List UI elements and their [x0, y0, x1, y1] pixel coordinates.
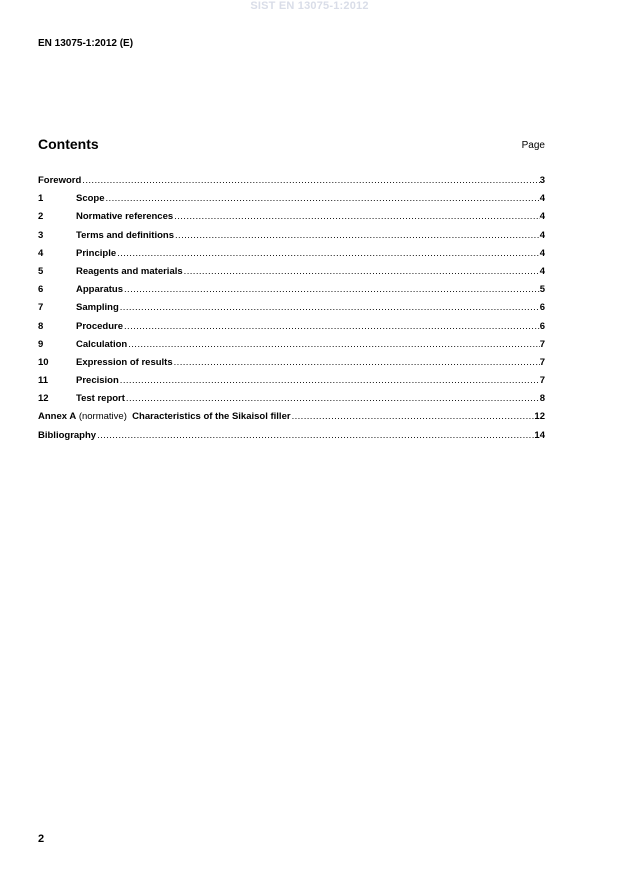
toc-entry-number: 6: [38, 284, 44, 296]
toc-entry-principle[interactable]: [38, 245, 545, 263]
toc-leader: [124, 318, 540, 336]
toc-leader: [82, 172, 539, 190]
page-column-heading: Page: [521, 140, 545, 151]
toc-leader: [126, 390, 540, 408]
toc-leader: [184, 263, 540, 281]
toc-leader: [174, 354, 540, 372]
toc-annex-title: Characteristics of the Sikaisol filler: [132, 411, 291, 423]
toc-leader: [124, 281, 540, 299]
toc-entry-normative-references[interactable]: [38, 208, 545, 226]
toc-annex-qualifier: (normative): [78, 411, 127, 423]
toc-entry-page: 7: [539, 356, 545, 368]
toc-entry-title: Reagents and materials: [76, 265, 183, 277]
toc-entry-page: 8: [539, 393, 545, 405]
toc-leader: [128, 336, 540, 354]
toc-entry-title: Procedure: [76, 320, 123, 332]
toc-entry-bibliography[interactable]: [38, 427, 545, 445]
toc-entry-page: 7: [539, 375, 545, 387]
toc-entry-page: 12: [534, 411, 545, 423]
toc-entry-number: 7: [38, 302, 44, 314]
toc-entry-title: Scope: [76, 193, 105, 205]
toc-entry-procedure[interactable]: [38, 318, 545, 336]
toc-annex-label: Annex A: [38, 411, 77, 423]
toc-entry-page: 4: [539, 247, 545, 259]
toc-entry-scope[interactable]: [38, 190, 545, 208]
toc-entry-title: Test report: [76, 393, 125, 405]
watermark: SIST EN 13075-1:2012: [250, 0, 369, 12]
toc-leader: [97, 427, 534, 445]
toc-entry-number: 9: [38, 338, 44, 350]
toc-leader: [106, 190, 540, 208]
toc-entry-number: 11: [38, 375, 49, 387]
toc-entry-test-report[interactable]: [38, 390, 545, 408]
toc-entry-foreword[interactable]: [38, 172, 545, 190]
toc-entry-page: 14: [534, 429, 545, 441]
toc-entry-expression-of-results[interactable]: [38, 354, 545, 372]
toc-entry-page: 4: [539, 265, 545, 277]
toc-entry-calculation[interactable]: [38, 336, 545, 354]
toc-entry-page: 7: [539, 338, 545, 350]
toc-leader: [120, 299, 540, 317]
toc-entry-apparatus[interactable]: [38, 281, 545, 299]
toc-leader: [117, 245, 540, 263]
toc-entry-number: 10: [38, 356, 49, 368]
page-number: 2: [38, 833, 45, 845]
toc-entry-page: 4: [539, 193, 545, 205]
toc-entry-number: 1: [38, 193, 44, 205]
toc-entry-number: 8: [38, 320, 44, 332]
toc-entry-page: 4: [539, 211, 545, 223]
toc-entry-number: 3: [38, 229, 44, 241]
toc-entry-reagents-and-materials[interactable]: [38, 263, 545, 281]
toc-entry-title: Terms and definitions: [76, 229, 175, 241]
toc-entry-title: Expression of results: [76, 356, 173, 368]
toc-leader: [174, 208, 540, 226]
toc-entry-page: 5: [539, 284, 545, 296]
toc-entry-number: 12: [38, 393, 49, 405]
toc-entry-annex-a[interactable]: [38, 408, 545, 426]
table-of-contents: [38, 172, 545, 445]
toc-entry-number: 5: [38, 265, 44, 277]
toc-entry-terms-and-definitions[interactable]: [38, 227, 545, 245]
toc-leader: [292, 408, 535, 426]
toc-entry-number: 4: [38, 247, 44, 259]
toc-entry-page: 4: [539, 229, 545, 241]
toc-entry-number: 2: [38, 211, 44, 223]
toc-leader: [175, 227, 540, 245]
contents-heading: Contents: [38, 136, 99, 152]
toc-entry-page: 6: [539, 302, 545, 314]
toc-entry-title: Principle: [76, 247, 117, 259]
toc-entry-page: 6: [539, 320, 545, 332]
toc-entry-sampling[interactable]: [38, 299, 545, 317]
document-id: EN 13075-1:2012 (E): [38, 38, 134, 49]
toc-entry-title: Normative references: [76, 211, 174, 223]
toc-entry-title: Calculation: [76, 338, 128, 350]
toc-entry-page: 3: [539, 175, 545, 186]
toc-entry-title: Bibliography: [38, 429, 97, 441]
toc-entry-title: Precision: [76, 375, 119, 387]
toc-entry-title: Apparatus: [76, 284, 123, 296]
toc-entry-title: Sampling: [76, 302, 119, 314]
toc-leader: [120, 372, 540, 390]
toc-entry-title: Foreword: [38, 175, 82, 186]
toc-annex-qualifier-wrap: [76, 408, 132, 426]
toc-entry-precision[interactable]: [38, 372, 545, 390]
